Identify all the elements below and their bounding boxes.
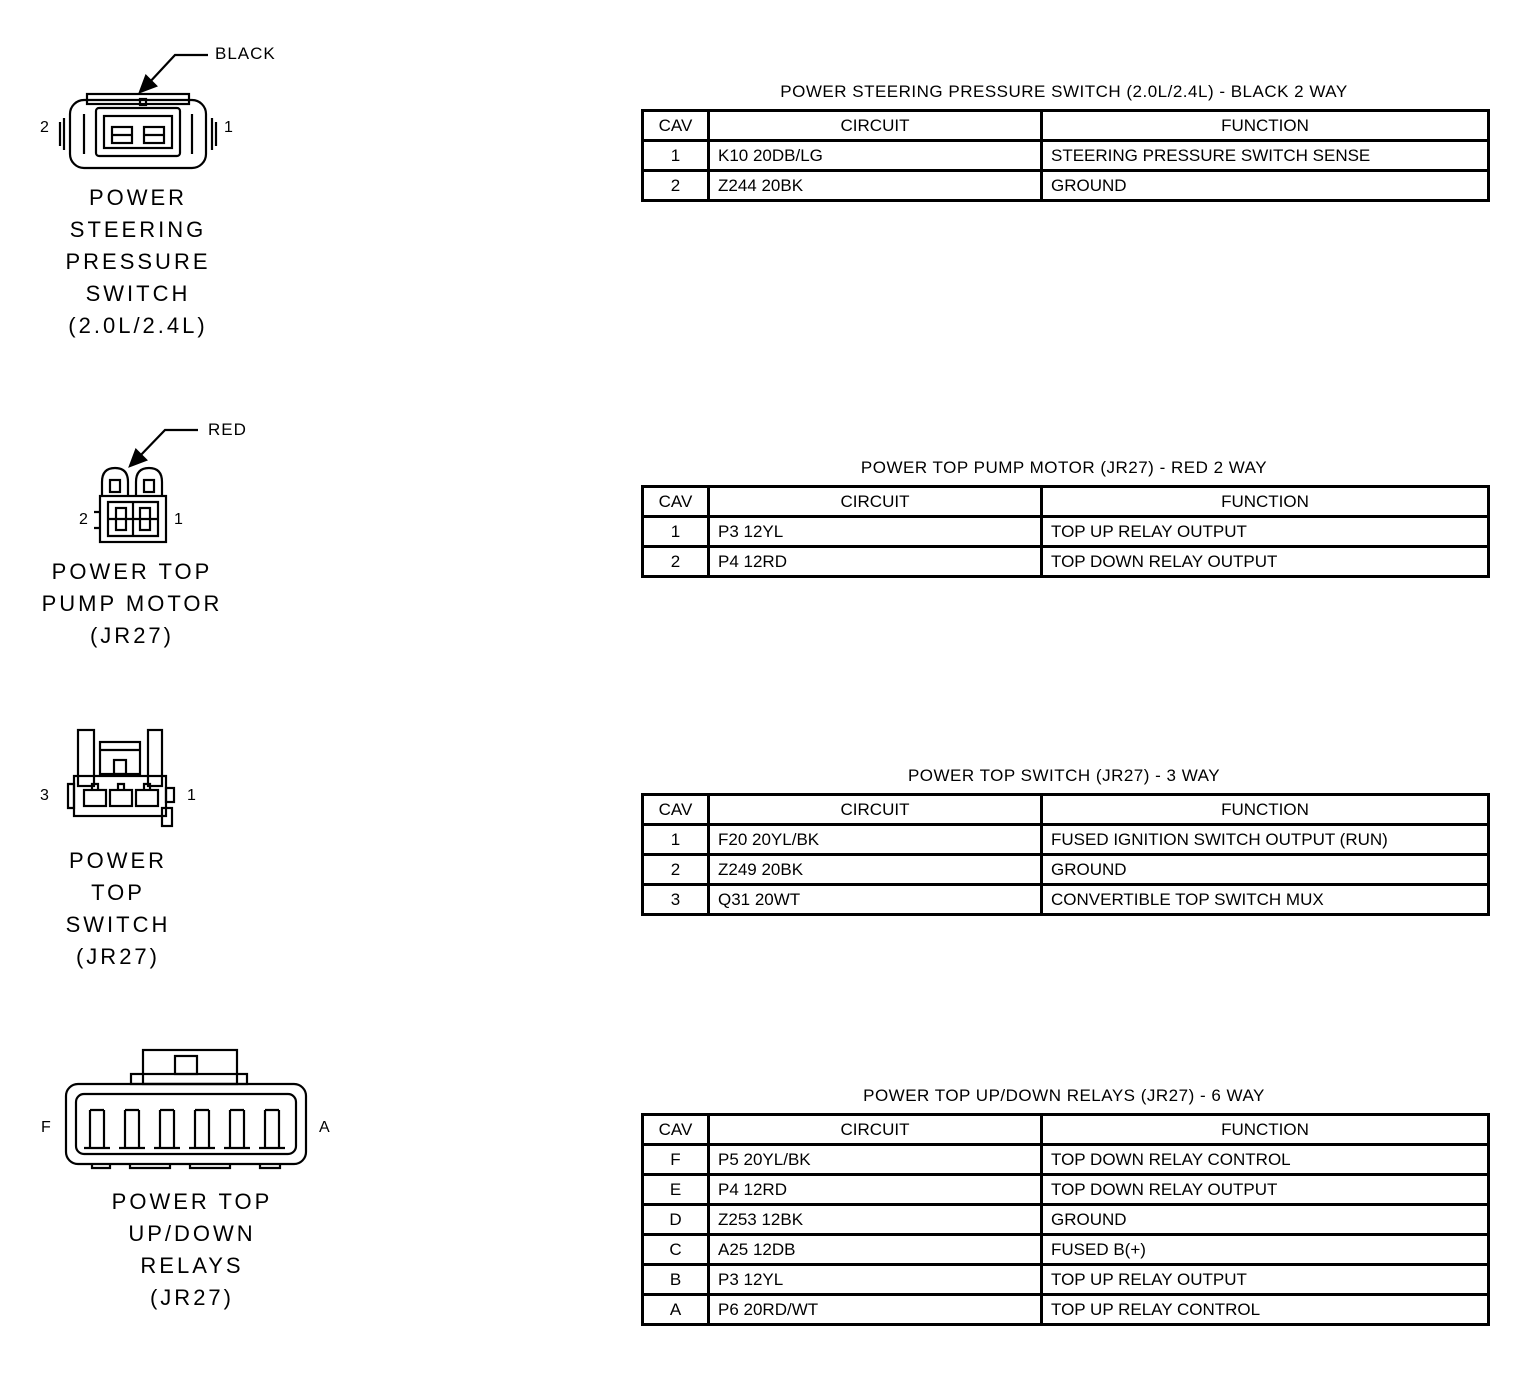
connector-name-label <box>18 845 218 973</box>
pinout-table-block <box>641 1086 1487 1326</box>
table-header-row <box>643 795 1489 825</box>
cell-circuit: F20 20YL/BK <box>709 825 1042 855</box>
pin-letter-left: F <box>41 1119 51 1136</box>
cell-cav: F <box>643 1145 709 1175</box>
cell-function: GROUND <box>1042 171 1489 201</box>
label-line: PRESSURE <box>65 249 211 274</box>
header-circuit: CIRCUIT <box>709 487 1042 517</box>
label-line: TOP <box>91 880 145 905</box>
cell-cav: E <box>643 1175 709 1205</box>
cell-circuit: P4 12RD <box>709 547 1042 577</box>
pinout-table <box>641 109 1490 202</box>
cell-circuit: Q31 20WT <box>709 885 1042 915</box>
table-title: POWER TOP SWITCH (JR27) - 3 WAY <box>907 766 1221 785</box>
cell-cav: 2 <box>643 855 709 885</box>
connector-color-label: BLACK <box>215 44 276 63</box>
cell-circuit: P4 12RD <box>709 1175 1042 1205</box>
header-cav: CAV <box>643 111 709 141</box>
cell-circuit: P6 20RD/WT <box>709 1295 1042 1325</box>
pin-number-left: 2 <box>40 119 49 136</box>
cell-function: TOP UP RELAY CONTROL <box>1042 1295 1489 1325</box>
cell-circuit: K10 20DB/LG <box>709 141 1042 171</box>
cell-cav: 1 <box>643 825 709 855</box>
table-header-row <box>643 1115 1489 1145</box>
table-row <box>643 1205 1489 1235</box>
cell-cav: 1 <box>643 517 709 547</box>
pinout-table-block <box>641 82 1487 202</box>
cell-cav: B <box>643 1265 709 1295</box>
label-line: POWER <box>68 848 168 873</box>
header-function: FUNCTION <box>1042 487 1489 517</box>
label-line: SWITCH <box>65 912 171 937</box>
table-row <box>643 1295 1489 1325</box>
label-line: (2.0L/2.4L) <box>68 313 208 338</box>
table-row <box>643 171 1489 201</box>
pin-number-right: 1 <box>174 511 183 528</box>
table-title: POWER TOP UP/DOWN RELAYS (JR27) - 6 WAY <box>863 1086 1265 1105</box>
label-line: POWER TOP <box>51 559 213 584</box>
pin-number-right: 1 <box>187 787 196 804</box>
table-title: POWER TOP PUMP MOTOR (JR27) - RED 2 WAY <box>860 458 1268 477</box>
table-title: POWER STEERING PRESSURE SWITCH (2.0L/2.4L) - BLACK 2 WAY <box>780 82 1348 101</box>
connector-name-label <box>38 182 238 342</box>
cell-cav: D <box>643 1205 709 1235</box>
label-line: (JR27) <box>89 623 174 648</box>
cell-function: TOP DOWN RELAY OUTPUT <box>1042 547 1489 577</box>
table-row <box>643 1235 1489 1265</box>
table-row <box>643 855 1489 885</box>
cell-cav: C <box>643 1235 709 1265</box>
cell-cav: A <box>643 1295 709 1325</box>
cell-cav: 1 <box>643 141 709 171</box>
cell-circuit: P3 12YL <box>709 1265 1042 1295</box>
connector-power-top-up-down-relays <box>0 1040 360 1330</box>
table-row <box>643 1265 1489 1295</box>
cell-cav: 2 <box>643 547 709 577</box>
table-row <box>643 1175 1489 1205</box>
cell-function: GROUND <box>1042 1205 1489 1235</box>
cell-circuit: A25 12DB <box>709 1235 1042 1265</box>
table-header-row <box>643 487 1489 517</box>
pin-number-left: 3 <box>40 787 49 804</box>
table-row <box>643 1145 1489 1175</box>
cell-circuit: P3 12YL <box>709 517 1042 547</box>
cell-function: CONVERTIBLE TOP SWITCH MUX <box>1042 885 1489 915</box>
cell-function: FUSED B(+) <box>1042 1235 1489 1265</box>
header-cav: CAV <box>643 795 709 825</box>
cell-circuit: Z253 12BK <box>709 1205 1042 1235</box>
header-function: FUNCTION <box>1042 1115 1489 1145</box>
header-circuit: CIRCUIT <box>709 1115 1042 1145</box>
pinout-table <box>641 1113 1490 1326</box>
cell-function: GROUND <box>1042 855 1489 885</box>
header-cav: CAV <box>643 1115 709 1145</box>
pin-number-right: 1 <box>224 119 233 136</box>
cell-cav: 3 <box>643 885 709 915</box>
label-line: SWITCH <box>85 281 191 306</box>
table-row <box>643 547 1489 577</box>
label-line: PUMP MOTOR <box>41 591 223 616</box>
table-row <box>643 825 1489 855</box>
cell-cav: 2 <box>643 171 709 201</box>
connector-power-top-pump-motor <box>0 400 320 660</box>
cell-circuit: Z244 20BK <box>709 171 1042 201</box>
header-cav: CAV <box>643 487 709 517</box>
connector-power-top-switch <box>0 720 320 990</box>
label-line: RELAYS <box>140 1253 244 1278</box>
label-line: POWER TOP <box>111 1189 273 1214</box>
cell-function: STEERING PRESSURE SWITCH SENSE <box>1042 141 1489 171</box>
cell-function: TOP DOWN RELAY CONTROL <box>1042 1145 1489 1175</box>
connector-name-label <box>22 556 242 652</box>
label-line: (JR27) <box>75 944 160 969</box>
pin-number-left: 2 <box>79 511 88 528</box>
label-line: UP/DOWN <box>128 1221 256 1246</box>
table-header-row <box>643 111 1489 141</box>
cell-circuit: Z249 20BK <box>709 855 1042 885</box>
label-line: POWER <box>88 185 188 210</box>
pinout-table-block <box>641 766 1487 916</box>
connector-power-steering-pressure-switch <box>0 0 320 360</box>
pinout-table <box>641 793 1490 916</box>
label-line: STEERING <box>69 217 207 242</box>
cell-function: TOP UP RELAY OUTPUT <box>1042 517 1489 547</box>
cell-circuit: P5 20YL/BK <box>709 1145 1042 1175</box>
label-line: (JR27) <box>149 1285 234 1310</box>
table-row <box>643 517 1489 547</box>
cell-function: FUSED IGNITION SWITCH OUTPUT (RUN) <box>1042 825 1489 855</box>
pinout-table <box>641 485 1490 578</box>
pinout-table-block <box>641 458 1487 578</box>
connector-color-label: RED <box>208 420 247 439</box>
cell-function: TOP UP RELAY OUTPUT <box>1042 1265 1489 1295</box>
pin-letter-right: A <box>319 1119 330 1136</box>
header-function: FUNCTION <box>1042 795 1489 825</box>
connector-name-label <box>92 1186 292 1314</box>
header-function: FUNCTION <box>1042 111 1489 141</box>
table-row <box>643 141 1489 171</box>
cell-function: TOP DOWN RELAY OUTPUT <box>1042 1175 1489 1205</box>
header-circuit: CIRCUIT <box>709 795 1042 825</box>
table-row <box>643 885 1489 915</box>
header-circuit: CIRCUIT <box>709 111 1042 141</box>
